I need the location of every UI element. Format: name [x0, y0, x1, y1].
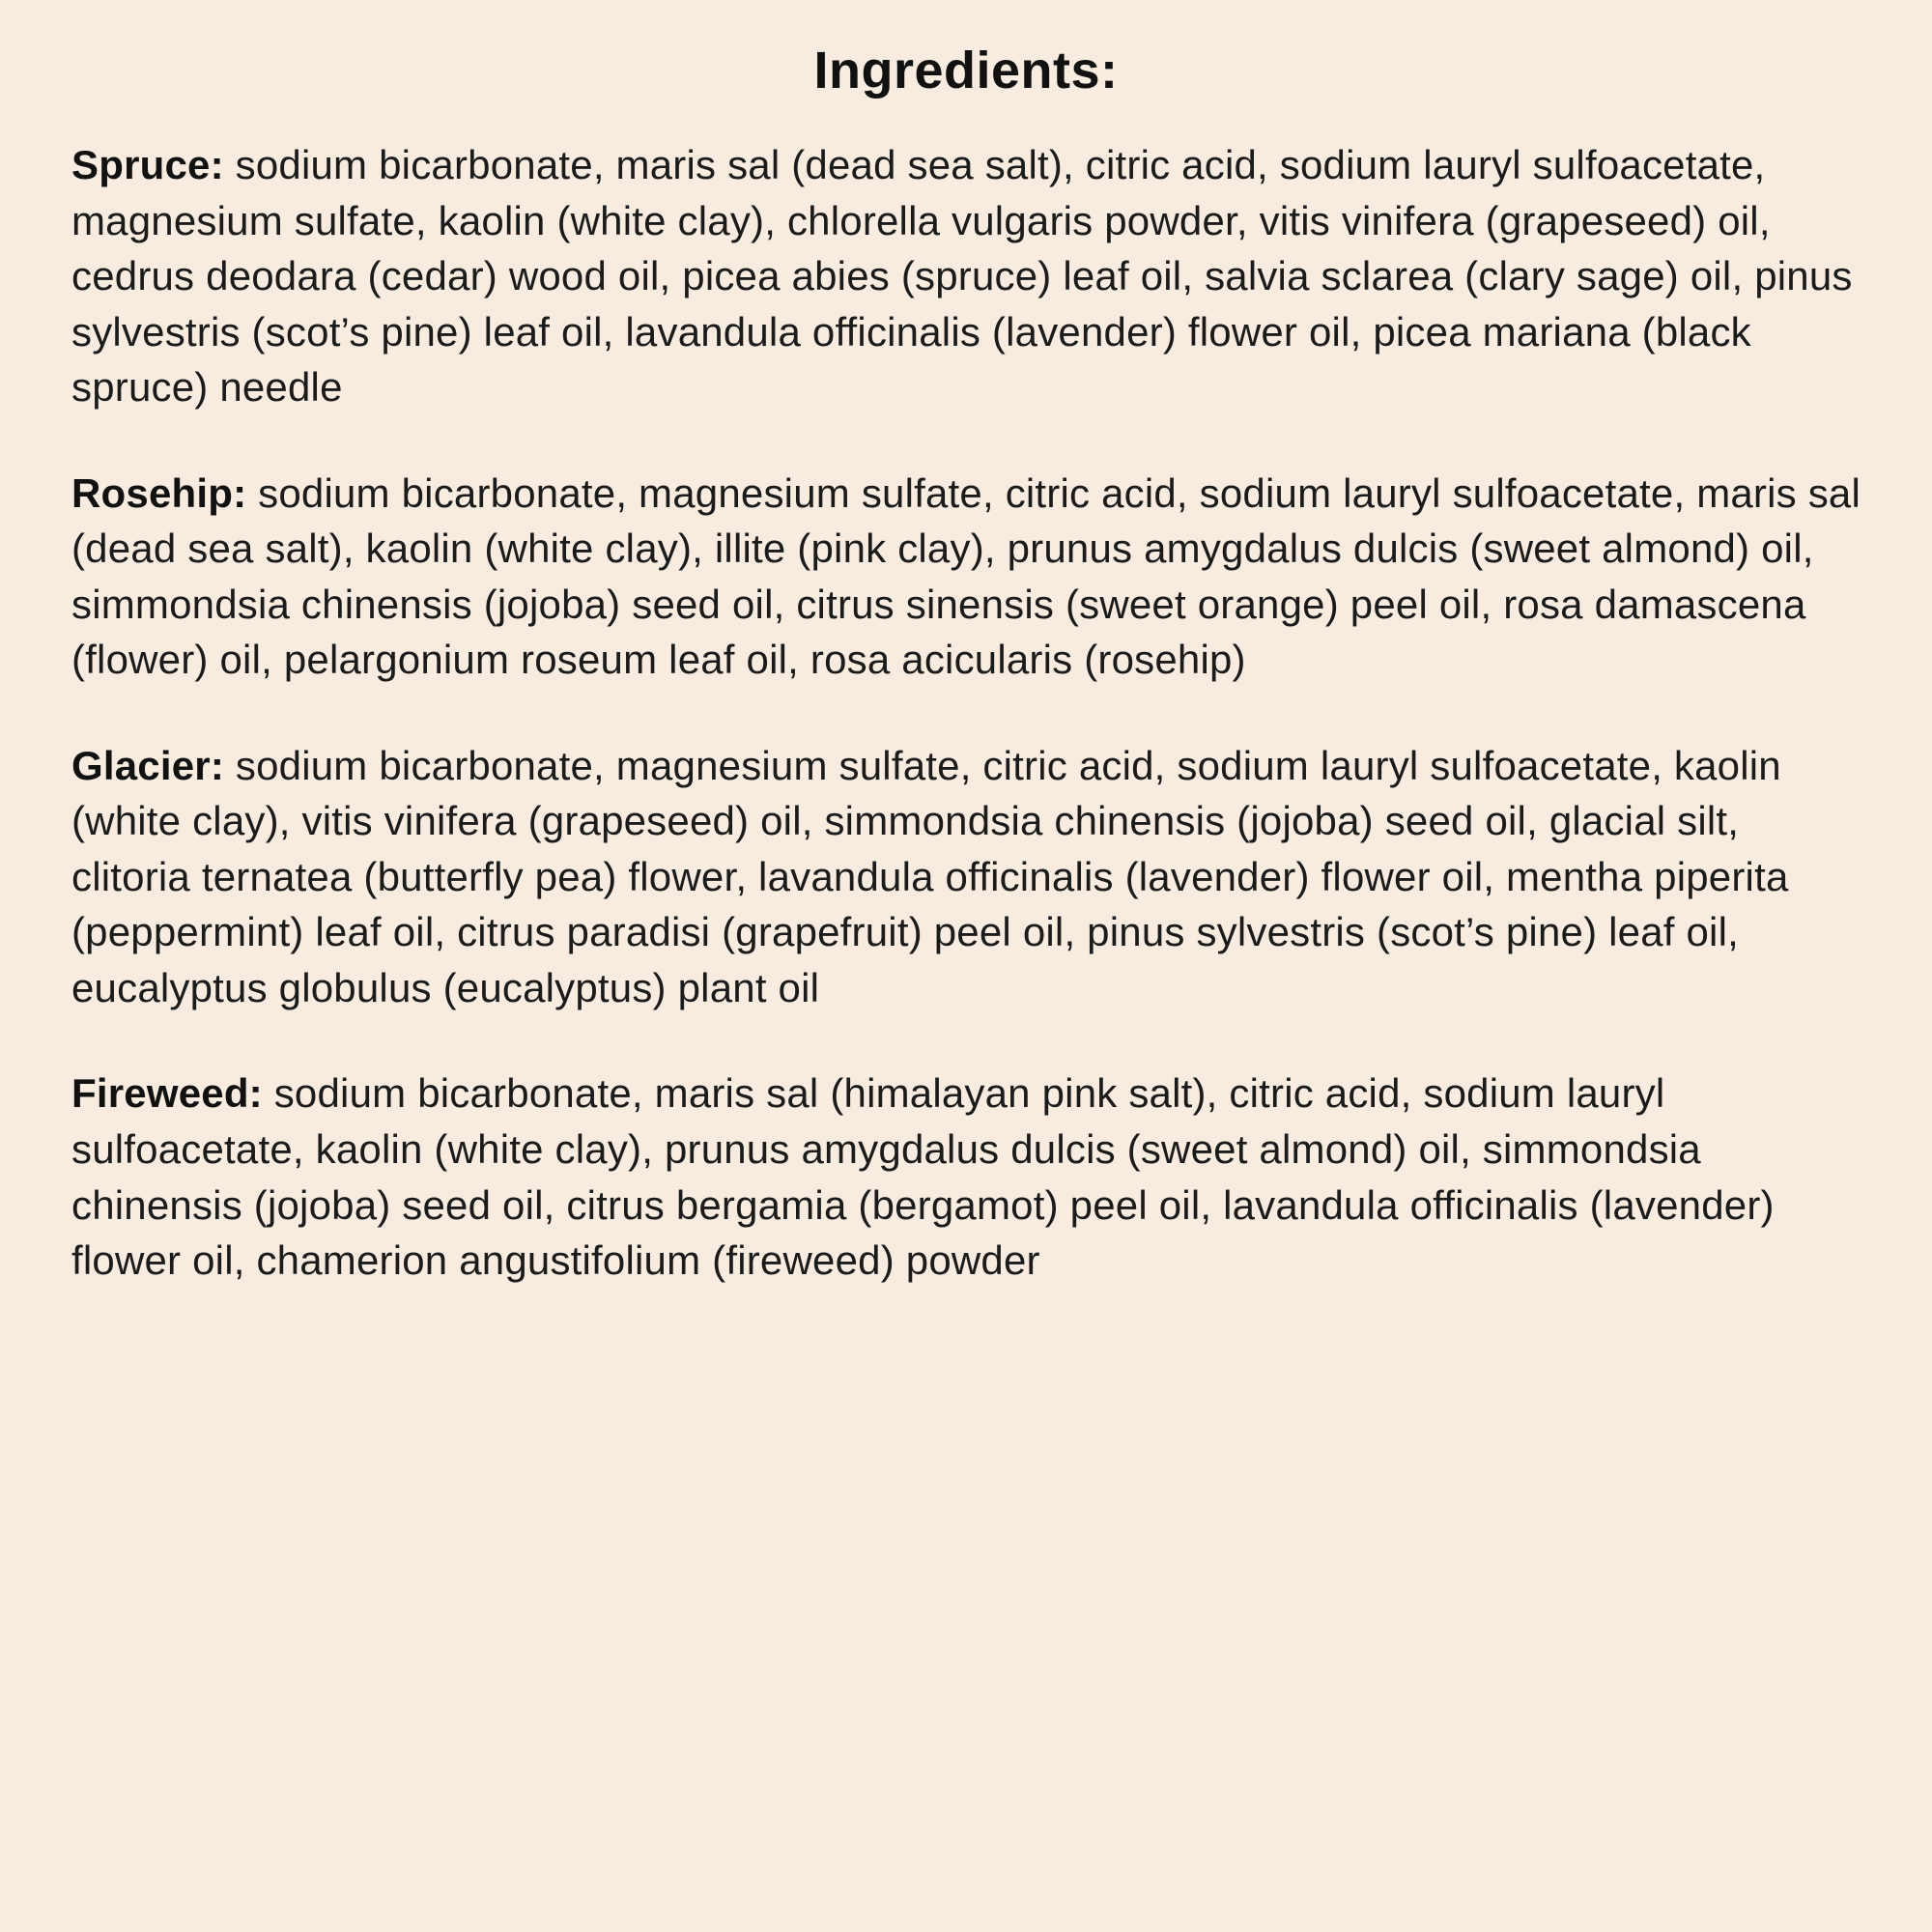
product-name-fireweed: Fireweed:: [71, 1070, 263, 1117]
ingredient-list-glacier: sodium bicarbonate, magnesium sulfate, citric acid, sodium lauryl sulfoacetate, kaolin (white clay), vitis vinifera (grapeseed) oil, simmondsia chinensis (jojoba) seed oil, glacial silt, clitoria ternatea (butterfly pea) flower, lavandula officinalis (lavender) flower oil, mentha piperita (peppermint) leaf oil, citrus paradisi (grapefruit) peel oil, pinus sylvestris (scot’s pine) leaf oil, eucalyptus globulus (eucalyptus) plant oil: [71, 742, 1789, 1010]
page-title: Ingredients:: [813, 42, 1119, 99]
product-name-spruce: Spruce:: [71, 142, 224, 187]
ingredient-section-glacier: [71, 738, 1861, 1016]
ingredient-list-spruce: sodium bicarbonate, maris sal (dead sea salt), citric acid, sodium lauryl sulfoacetate, magnesium sulfate, kaolin (white clay), chlorella vulgaris powder, vitis vinifera (grapeseed) oil, cedrus deodara (cedar) wood oil, picea abies (spruce) leaf oil, salvia sclarea (clary sage) oil, pinus sylvestris (scot’s pine) leaf oil, lavandula officinalis (lavender) flower oil, picea mariana (black spruce) needle: [71, 142, 1853, 411]
ingredient-section-spruce: [71, 137, 1861, 415]
product-name-glacier: Glacier:: [71, 742, 225, 788]
ingredient-section-fireweed: [71, 1065, 1861, 1288]
ingredient-list-rosehip: sodium bicarbonate, magnesium sulfate, citric acid, sodium lauryl sulfoacetate, maris sal (dead sea salt), kaolin (white clay), illite (pink clay), prunus amygdalus dulcis (sweet almond) oil, simmondsia chinensis (jojoba) seed oil, citrus sinensis (sweet orange) peel oil, rosa damascena (flower) oil, pelargonium roseum leaf oil, rosa acicularis (rosehip): [71, 469, 1861, 683]
product-name-rosehip: Rosehip:: [71, 469, 247, 516]
ingredient-section-rosehip: [71, 466, 1861, 688]
ingredient-list-fireweed: sodium bicarbonate, maris sal (himalayan pink salt), citric acid, sodium lauryl sulfoacetate, kaolin (white clay), prunus amygdalus dulcis (sweet almond) oil, simmondsia chinensis (jojoba) seed oil, citrus bergamia (bergamot) peel oil, lavandula officinalis (lavender) flower oil, chamerion angustifolium (fireweed) powder: [71, 1070, 1775, 1284]
